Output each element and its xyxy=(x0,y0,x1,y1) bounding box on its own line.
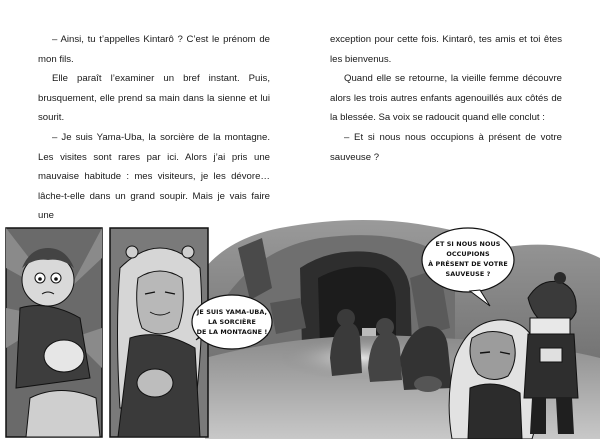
left-text-column xyxy=(38,30,270,226)
comic-panel-1 xyxy=(6,228,102,437)
paragraph: Quand elle se retourne, la vieille femme découvre alors les trois autres enfants agenouillés aux côtés de la blessée. Sa voix se radoucit quand elle conclut : xyxy=(330,73,562,124)
bubble-left-line-2: LA SORCIÈRE xyxy=(207,318,257,326)
paragraph: – Ainsi, tu t’appelles Kintarô ? C’est le prénom de mon fils. xyxy=(38,34,270,65)
bubble-left-line-1: JE SUIS YAMA-UBA, xyxy=(196,308,268,316)
bubble-left-line-3: DE LA MONTAGNE ! xyxy=(196,328,268,336)
bubble-right-line-2: OCCUPIONS xyxy=(446,250,490,258)
bubble-right-line-1: ET SI NOUS NOUS xyxy=(435,240,501,248)
bubble-right-line-4: SAUVEUSE ? xyxy=(445,270,491,278)
comic-illustration xyxy=(0,208,600,439)
bubble-right-line-3: À PRÉSENT DE VOTRE xyxy=(428,260,508,268)
paragraph: – Je suis Yama-Uba, la sorcière de la montagne. Les visites sont rares par ici. Alors j’ai pris une mauvaise habitude : mes visiteurs, je les dévore… lâche-t-elle dans un grand soupir. Mais je vais faire une xyxy=(38,131,270,222)
paragraph: – Et si nous nous occupions à présent de votre sauveuse ? xyxy=(330,131,562,163)
paragraph: exception pour cette fois. Kintarô, tes amis et toi êtes les bienvenus. xyxy=(330,34,562,65)
right-text-column xyxy=(330,30,562,167)
comic-panel-2 xyxy=(110,228,208,437)
speech-bubble-left xyxy=(192,295,272,349)
paragraph: Elle paraît l’examiner un bref instant. Puis, brusquement, elle prend sa main dans la sienne et lui sourit. xyxy=(38,73,270,124)
